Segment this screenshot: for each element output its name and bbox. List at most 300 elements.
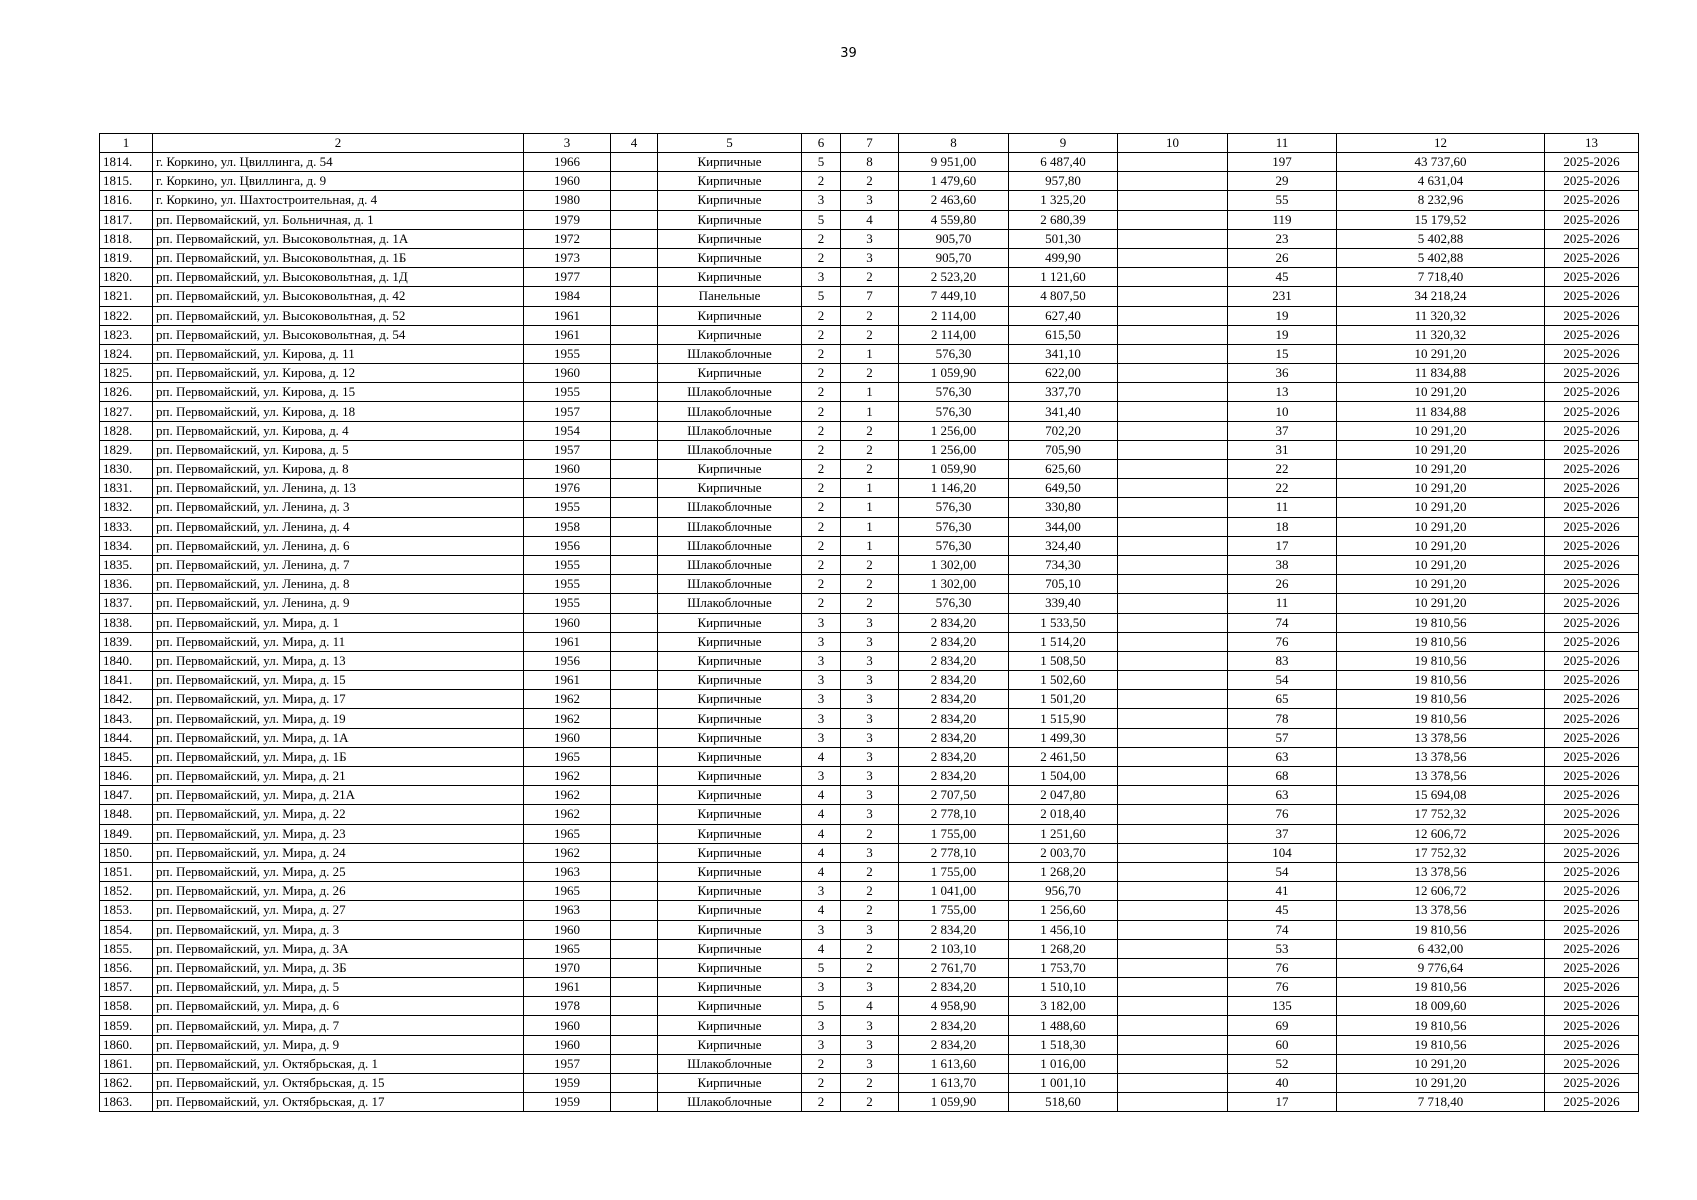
cell-col-10 [1118,555,1228,574]
cell-residents: 36 [1228,364,1337,383]
column-header-cost: 12 [1337,134,1545,153]
cell-entrances: 3 [841,613,899,632]
cell-col-10 [1118,210,1228,229]
cell-period: 2025-2026 [1545,1074,1639,1093]
cell-entrances: 3 [841,786,899,805]
cell-floors: 3 [802,690,841,709]
cell-residents: 53 [1228,939,1337,958]
cell-row-number: 1825. [100,364,153,383]
cell-cost: 10 291,20 [1337,594,1545,613]
cell-entrances: 2 [841,364,899,383]
cell-entrances: 2 [841,575,899,594]
cell-period: 2025-2026 [1545,1093,1639,1112]
cell-address: г. Коркино, ул. Шахтостроительная, д. 4 [153,191,524,210]
cell-residents: 15 [1228,344,1337,363]
cell-total-area: 1 755,00 [899,901,1009,920]
cell-col-10 [1118,690,1228,709]
cell-year-built: 1959 [524,1074,611,1093]
cell-entrances: 2 [841,440,899,459]
cell-total-area: 2 834,20 [899,920,1009,939]
table-row [100,1035,1639,1054]
cell-living-area: 1 510,10 [1009,978,1118,997]
cell-floors: 2 [802,172,841,191]
cell-col-10 [1118,978,1228,997]
cell-residents: 22 [1228,460,1337,479]
cell-residents: 23 [1228,229,1337,248]
cell-floors: 3 [802,1035,841,1054]
cell-period: 2025-2026 [1545,939,1639,958]
table-body [100,153,1639,1112]
cell-wall-material: Шлакоблочные [658,421,802,440]
cell-total-area: 1 613,70 [899,1074,1009,1093]
cell-cost: 17 752,32 [1337,843,1545,862]
cell-period: 2025-2026 [1545,978,1639,997]
cell-year-built: 1960 [524,1035,611,1054]
cell-residents: 83 [1228,651,1337,670]
cell-year-built: 1963 [524,901,611,920]
cell-residents: 135 [1228,997,1337,1016]
table-row [100,747,1639,766]
cell-cost: 19 810,56 [1337,651,1545,670]
cell-wall-material: Кирпичные [658,172,802,191]
cell-residents: 60 [1228,1035,1337,1054]
cell-col-10 [1118,498,1228,517]
cell-floors: 4 [802,901,841,920]
cell-floors: 3 [802,978,841,997]
cell-period: 2025-2026 [1545,882,1639,901]
cell-col-10 [1118,728,1228,747]
cell-col-4 [611,843,658,862]
cell-year-built: 1955 [524,498,611,517]
cell-residents: 63 [1228,786,1337,805]
table-row [100,728,1639,747]
cell-period: 2025-2026 [1545,498,1639,517]
cell-period: 2025-2026 [1545,402,1639,421]
cell-period: 2025-2026 [1545,824,1639,843]
cell-col-10 [1118,421,1228,440]
cell-year-built: 1957 [524,402,611,421]
cell-col-4 [611,1054,658,1073]
cell-cost: 13 378,56 [1337,767,1545,786]
cell-floors: 4 [802,824,841,843]
cell-total-area: 1 059,90 [899,364,1009,383]
cell-living-area: 1 121,60 [1009,268,1118,287]
table-row [100,287,1639,306]
cell-wall-material: Кирпичные [658,325,802,344]
cell-period: 2025-2026 [1545,632,1639,651]
cell-year-built: 1965 [524,824,611,843]
cell-col-10 [1118,364,1228,383]
cell-residents: 197 [1228,153,1337,172]
cell-wall-material: Кирпичные [658,767,802,786]
cell-period: 2025-2026 [1545,862,1639,881]
table-row [100,383,1639,402]
cell-col-4 [611,805,658,824]
cell-living-area: 1 456,10 [1009,920,1118,939]
cell-living-area: 518,60 [1009,1093,1118,1112]
cell-col-10 [1118,1093,1228,1112]
cell-wall-material: Кирпичные [658,958,802,977]
cell-living-area: 956,70 [1009,882,1118,901]
cell-total-area: 2 103,10 [899,939,1009,958]
cell-floors: 2 [802,575,841,594]
cell-entrances: 4 [841,997,899,1016]
cell-entrances: 2 [841,325,899,344]
cell-row-number: 1833. [100,517,153,536]
table-header [100,134,1639,153]
column-header-address: 2 [153,134,524,153]
cell-entrances: 2 [841,460,899,479]
cell-address: рп. Первомайский, ул. Мира, д. 11 [153,632,524,651]
column-header-residents: 11 [1228,134,1337,153]
cell-col-4 [611,1016,658,1035]
cell-cost: 10 291,20 [1337,440,1545,459]
cell-year-built: 1979 [524,210,611,229]
column-header-wall-material: 5 [658,134,802,153]
cell-col-10 [1118,767,1228,786]
cell-residents: 37 [1228,421,1337,440]
table-row [100,440,1639,459]
cell-living-area: 1 518,30 [1009,1035,1118,1054]
table-row [100,958,1639,977]
cell-col-10 [1118,536,1228,555]
cell-row-number: 1846. [100,767,153,786]
cell-col-10 [1118,479,1228,498]
cell-period: 2025-2026 [1545,709,1639,728]
cell-year-built: 1961 [524,325,611,344]
cell-entrances: 3 [841,728,899,747]
cell-period: 2025-2026 [1545,325,1639,344]
cell-living-area: 1 251,60 [1009,824,1118,843]
cell-period: 2025-2026 [1545,191,1639,210]
cell-total-area: 576,30 [899,536,1009,555]
cell-year-built: 1960 [524,460,611,479]
cell-col-10 [1118,248,1228,267]
cell-col-10 [1118,306,1228,325]
cell-residents: 52 [1228,1054,1337,1073]
cell-row-number: 1822. [100,306,153,325]
cell-col-4 [611,594,658,613]
cell-residents: 29 [1228,172,1337,191]
cell-entrances: 1 [841,344,899,363]
cell-residents: 74 [1228,920,1337,939]
cell-col-10 [1118,268,1228,287]
cell-col-10 [1118,997,1228,1016]
cell-floors: 2 [802,383,841,402]
cell-year-built: 1958 [524,517,611,536]
cell-cost: 7 718,40 [1337,268,1545,287]
cell-residents: 19 [1228,325,1337,344]
cell-year-built: 1960 [524,1016,611,1035]
cell-row-number: 1827. [100,402,153,421]
cell-row-number: 1853. [100,901,153,920]
cell-period: 2025-2026 [1545,383,1639,402]
cell-total-area: 4 559,80 [899,210,1009,229]
cell-residents: 17 [1228,1093,1337,1112]
table-row [100,1074,1639,1093]
cell-period: 2025-2026 [1545,229,1639,248]
cell-period: 2025-2026 [1545,460,1639,479]
cell-row-number: 1858. [100,997,153,1016]
cell-period: 2025-2026 [1545,440,1639,459]
cell-floors: 3 [802,671,841,690]
cell-living-area: 330,80 [1009,498,1118,517]
cell-cost: 19 810,56 [1337,1035,1545,1054]
cell-year-built: 1955 [524,555,611,574]
cell-row-number: 1855. [100,939,153,958]
cell-row-number: 1857. [100,978,153,997]
cell-col-4 [611,460,658,479]
cell-period: 2025-2026 [1545,517,1639,536]
cell-col-4 [611,344,658,363]
cell-address: г. Коркино, ул. Цвиллинга, д. 9 [153,172,524,191]
cell-wall-material: Кирпичные [658,153,802,172]
cell-living-area: 341,40 [1009,402,1118,421]
cell-total-area: 576,30 [899,344,1009,363]
cell-col-4 [611,939,658,958]
table-row [100,901,1639,920]
cell-wall-material: Шлакоблочные [658,1093,802,1112]
cell-period: 2025-2026 [1545,805,1639,824]
cell-cost: 6 432,00 [1337,939,1545,958]
cell-cost: 11 834,88 [1337,402,1545,421]
cell-address: рп. Первомайский, ул. Ленина, д. 9 [153,594,524,613]
cell-address: рп. Первомайский, ул. Мира, д. 22 [153,805,524,824]
cell-row-number: 1823. [100,325,153,344]
cell-col-10 [1118,786,1228,805]
cell-row-number: 1862. [100,1074,153,1093]
cell-floors: 2 [802,364,841,383]
cell-wall-material: Кирпичные [658,632,802,651]
cell-living-area: 1 508,50 [1009,651,1118,670]
table-row [100,882,1639,901]
cell-residents: 78 [1228,709,1337,728]
cell-year-built: 1978 [524,997,611,1016]
cell-row-number: 1852. [100,882,153,901]
cell-address: рп. Первомайский, ул. Ленина, д. 3 [153,498,524,517]
cell-living-area: 339,40 [1009,594,1118,613]
cell-total-area: 2 834,20 [899,728,1009,747]
cell-col-4 [611,958,658,977]
cell-year-built: 1970 [524,958,611,977]
cell-cost: 18 009,60 [1337,997,1545,1016]
cell-period: 2025-2026 [1545,1016,1639,1035]
cell-col-4 [611,767,658,786]
cell-year-built: 1960 [524,172,611,191]
table-row [100,1093,1639,1112]
cell-total-area: 576,30 [899,498,1009,517]
cell-row-number: 1824. [100,344,153,363]
table-row [100,517,1639,536]
cell-period: 2025-2026 [1545,344,1639,363]
cell-address: рп. Первомайский, ул. Мира, д. 1 [153,613,524,632]
cell-cost: 19 810,56 [1337,920,1545,939]
cell-col-4 [611,229,658,248]
cell-residents: 40 [1228,1074,1337,1093]
cell-floors: 3 [802,268,841,287]
cell-row-number: 1818. [100,229,153,248]
cell-residents: 76 [1228,958,1337,977]
cell-total-area: 2 834,20 [899,1016,1009,1035]
cell-total-area: 2 778,10 [899,805,1009,824]
cell-entrances: 7 [841,287,899,306]
cell-row-number: 1815. [100,172,153,191]
cell-row-number: 1863. [100,1093,153,1112]
cell-residents: 63 [1228,747,1337,766]
cell-living-area: 1 504,00 [1009,767,1118,786]
cell-address: рп. Первомайский, ул. Мира, д. 21А [153,786,524,805]
cell-total-area: 2 114,00 [899,306,1009,325]
table-row [100,536,1639,555]
column-header-floors: 6 [802,134,841,153]
cell-address: рп. Первомайский, ул. Мира, д. 3А [153,939,524,958]
cell-entrances: 1 [841,383,899,402]
cell-col-10 [1118,862,1228,881]
cell-col-4 [611,536,658,555]
cell-period: 2025-2026 [1545,728,1639,747]
cell-period: 2025-2026 [1545,613,1639,632]
cell-entrances: 2 [841,882,899,901]
cell-year-built: 1962 [524,690,611,709]
cell-wall-material: Шлакоблочные [658,440,802,459]
cell-wall-material: Кирпичные [658,824,802,843]
cell-cost: 5 402,88 [1337,248,1545,267]
cell-floors: 4 [802,862,841,881]
cell-residents: 11 [1228,594,1337,613]
cell-total-area: 2 834,20 [899,1035,1009,1054]
cell-total-area: 2 834,20 [899,767,1009,786]
cell-living-area: 1 515,90 [1009,709,1118,728]
cell-cost: 17 752,32 [1337,805,1545,824]
cell-col-10 [1118,1035,1228,1054]
cell-address: рп. Первомайский, ул. Ленина, д. 6 [153,536,524,555]
cell-entrances: 2 [841,172,899,191]
cell-address: рп. Первомайский, ул. Мира, д. 1А [153,728,524,747]
cell-col-10 [1118,575,1228,594]
cell-floors: 4 [802,747,841,766]
cell-living-area: 649,50 [1009,479,1118,498]
cell-floors: 3 [802,767,841,786]
table-row [100,1016,1639,1035]
cell-address: рп. Первомайский, ул. Октябрьская, д. 1 [153,1054,524,1073]
cell-wall-material: Кирпичные [658,882,802,901]
cell-living-area: 734,30 [1009,555,1118,574]
cell-entrances: 3 [841,978,899,997]
cell-cost: 10 291,20 [1337,1074,1545,1093]
cell-col-4 [611,248,658,267]
cell-cost: 8 232,96 [1337,191,1545,210]
cell-entrances: 2 [841,958,899,977]
cell-total-area: 2 463,60 [899,191,1009,210]
cell-col-4 [611,747,658,766]
cell-col-10 [1118,229,1228,248]
cell-cost: 15 179,52 [1337,210,1545,229]
table-row [100,843,1639,862]
cell-year-built: 1956 [524,536,611,555]
cell-living-area: 1 753,70 [1009,958,1118,977]
cell-wall-material: Кирпичные [658,479,802,498]
cell-residents: 13 [1228,383,1337,402]
cell-total-area: 576,30 [899,402,1009,421]
cell-address: рп. Первомайский, ул. Мира, д. 1Б [153,747,524,766]
column-header-year-built: 3 [524,134,611,153]
cell-address: рп. Первомайский, ул. Высоковольтная, д. 1Б [153,248,524,267]
cell-period: 2025-2026 [1545,421,1639,440]
cell-cost: 10 291,20 [1337,460,1545,479]
cell-year-built: 1954 [524,421,611,440]
cell-address: рп. Первомайский, ул. Ленина, д. 8 [153,575,524,594]
cell-row-number: 1828. [100,421,153,440]
cell-floors: 5 [802,997,841,1016]
cell-cost: 10 291,20 [1337,344,1545,363]
cell-address: рп. Первомайский, ул. Ленина, д. 7 [153,555,524,574]
cell-entrances: 1 [841,479,899,498]
cell-row-number: 1814. [100,153,153,172]
cell-floors: 2 [802,229,841,248]
column-header-col-4: 4 [611,134,658,153]
cell-living-area: 1 533,50 [1009,613,1118,632]
cell-living-area: 625,60 [1009,460,1118,479]
cell-entrances: 2 [841,1074,899,1093]
cell-col-4 [611,920,658,939]
cell-total-area: 2 707,50 [899,786,1009,805]
cell-cost: 13 378,56 [1337,862,1545,881]
cell-period: 2025-2026 [1545,479,1639,498]
cell-year-built: 1955 [524,575,611,594]
cell-col-4 [611,383,658,402]
cell-total-area: 1 256,00 [899,440,1009,459]
cell-year-built: 1973 [524,248,611,267]
cell-col-10 [1118,958,1228,977]
cell-floors: 2 [802,421,841,440]
cell-cost: 11 320,32 [1337,325,1545,344]
cell-total-area: 576,30 [899,594,1009,613]
cell-year-built: 1955 [524,383,611,402]
table-row [100,978,1639,997]
cell-wall-material: Кирпичные [658,191,802,210]
cell-total-area: 2 834,20 [899,632,1009,651]
cell-floors: 2 [802,1074,841,1093]
cell-floors: 5 [802,153,841,172]
cell-address: рп. Первомайский, ул. Высоковольтная, д. 1Д [153,268,524,287]
cell-entrances: 2 [841,555,899,574]
cell-col-4 [611,325,658,344]
cell-wall-material: Кирпичные [658,306,802,325]
cell-col-10 [1118,613,1228,632]
cell-year-built: 1961 [524,632,611,651]
cell-address: рп. Первомайский, ул. Ленина, д. 13 [153,479,524,498]
cell-living-area: 341,10 [1009,344,1118,363]
cell-col-4 [611,671,658,690]
cell-period: 2025-2026 [1545,843,1639,862]
cell-floors: 3 [802,709,841,728]
cell-living-area: 1 499,30 [1009,728,1118,747]
cell-col-4 [611,172,658,191]
cell-year-built: 1957 [524,440,611,459]
cell-floors: 2 [802,517,841,536]
cell-wall-material: Кирпичные [658,862,802,881]
cell-cost: 10 291,20 [1337,536,1545,555]
cell-residents: 37 [1228,824,1337,843]
cell-row-number: 1860. [100,1035,153,1054]
cell-cost: 19 810,56 [1337,709,1545,728]
cell-address: рп. Первомайский, ул. Октябрьская, д. 17 [153,1093,524,1112]
cell-floors: 2 [802,1054,841,1073]
cell-row-number: 1861. [100,1054,153,1073]
cell-living-area: 1 268,20 [1009,862,1118,881]
cell-wall-material: Кирпичные [658,690,802,709]
cell-wall-material: Кирпичные [658,843,802,862]
